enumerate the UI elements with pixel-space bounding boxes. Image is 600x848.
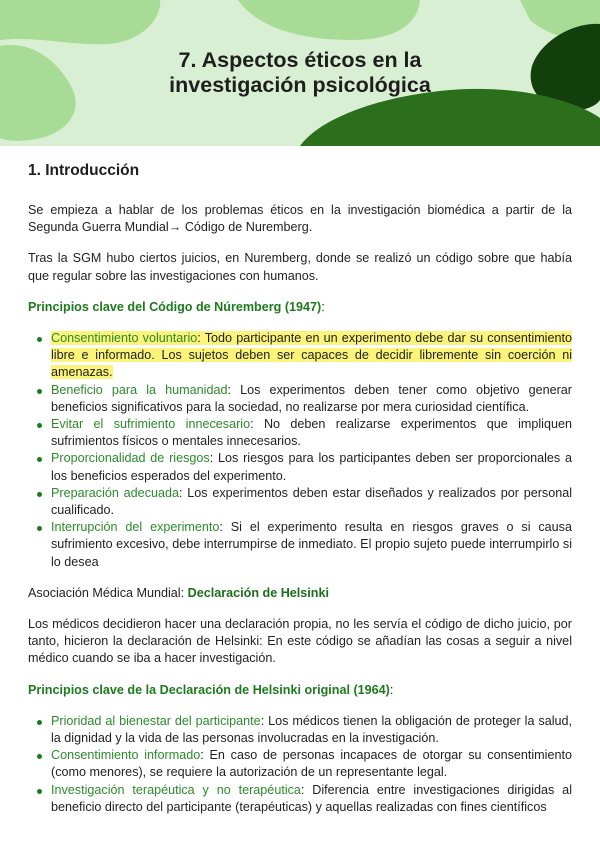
helsinki-declaration-label: Declaración de Helsinki (187, 585, 330, 600)
list-item-term: Consentimiento voluntario (51, 331, 198, 346)
helsinki-heading (28, 682, 572, 699)
list-item-text: : Los experimentos deben tener como objetivo generar beneficios significativos para la sociedad, no realizarse por mera curiosidad científica. (51, 382, 572, 414)
bullet-icon (37, 423, 42, 428)
list-item-term: Beneficio para la humanidad (51, 382, 228, 397)
list-item (28, 485, 572, 519)
nuremberg-heading-text: Principios clave del Código de Núremberg (1947) (28, 299, 322, 314)
list-item-text: : Todo participante en un experimento debe dar su consentimiento libre e informado. Los sujetos deben ser capaces de decidir libremente sin coerción ni amenazas. (51, 331, 572, 380)
title-line-1: 7. Aspectos éticos en la (178, 48, 422, 72)
bullet-icon (37, 789, 42, 794)
list-item-term: Prioridad al bienestar del participante (51, 713, 261, 728)
bullet-icon (37, 337, 42, 342)
helsinki-heading-text: Principios clave de la Declaración de Helsinki original (1964) (28, 682, 390, 697)
section-heading: 1. Introducción (28, 162, 140, 179)
bullet-icon (37, 754, 42, 759)
bullet-icon (37, 526, 42, 531)
helsinki-heading-colon: : (389, 682, 394, 697)
bullet-icon (37, 720, 42, 725)
list-item (28, 747, 572, 781)
blob-top-center (238, 0, 420, 40)
intro-paragraph-1: Se empieza a hablar de los problemas éticos en la investigación biomédica a partir de la Segunda Guerra Mundial→ Código de Nuremberg. (28, 203, 572, 235)
list-item (28, 519, 572, 571)
title-line-2: investigación psicológica (169, 73, 431, 97)
list-item (28, 416, 572, 450)
list-item-text: : Los médicos tienen la obligación de proteger la salud, la dignidad y la vida de las personas involucradas en la investigación. (51, 713, 572, 746)
list-item-text: : Los riesgos para los participantes deben ser proporcionales a los beneficios esperados del experimento. (51, 451, 573, 483)
bullet-icon (37, 389, 42, 394)
list-item-text: : No deben realizarse experimentos que impliquen sufrimientos físicos o mentales innecesarios. (51, 417, 572, 449)
list-item-term: Preparación adecuada (51, 485, 180, 500)
bullet-icon (37, 492, 42, 497)
helsinki-paragraph: Los médicos decidieron hacer una declaración propia, no les servía el código de dicho juicio, por tanto, hicieron la declaración de Helsinki: En este código se añadían las cosas a seguir a nivel médico cuando se iba a hacer investigación. (28, 617, 572, 666)
blob-top-left (0, 0, 160, 44)
helsinki-list (28, 713, 572, 816)
list-item-term: Consentimiento informado (51, 748, 201, 763)
list-item-term: Interrupción del experimento (51, 520, 220, 535)
list-item-term: Evitar el sufrimiento innecesario (51, 417, 251, 432)
bullet-icon (37, 457, 42, 462)
nuremberg-heading (28, 299, 572, 316)
list-item (28, 782, 572, 816)
list-item (28, 330, 572, 382)
main-content (28, 160, 572, 830)
list-item-text: : Si el experimento resulta en riesgos graves o si causa sufrimiento excesivo, debe interrumpirse de inmediato. El propio sujeto puede interrumpirlo si lo desea (51, 520, 572, 569)
list-item-term: Investigación terapéutica y no terapéutica (51, 782, 301, 797)
intro-paragraph-2: Tras la SGM hubo ciertos juicios, en Nuremberg, donde se realizó un código sobre que había que regular sobre las investigaciones con humanos. (28, 251, 572, 283)
list-item-text: : Diferencia entre investigaciones dirigidas al beneficio directo del participante (terapéuticas) y aquellas realizadas con fines científicos (51, 782, 572, 814)
list-item (28, 382, 572, 416)
nuremberg-list (28, 330, 572, 571)
nuremberg-heading-colon: : (321, 299, 325, 314)
page-title (0, 48, 600, 98)
list-item (28, 450, 572, 484)
list-item (28, 713, 572, 747)
amm-line (28, 585, 572, 602)
list-item-text: : Los experimentos deben estar diseñados y realizados por personal cualificado. (51, 485, 573, 518)
amm-prefix: Asociación Médica Mundial: (28, 585, 188, 600)
list-item-term: Proporcionalidad de riesgos (51, 451, 210, 466)
list-item-text: : En caso de personas incapaces de otorgar su consentimiento (como menores), se requiere la autorización de un representante legal. (51, 748, 572, 780)
header-banner (0, 0, 600, 146)
